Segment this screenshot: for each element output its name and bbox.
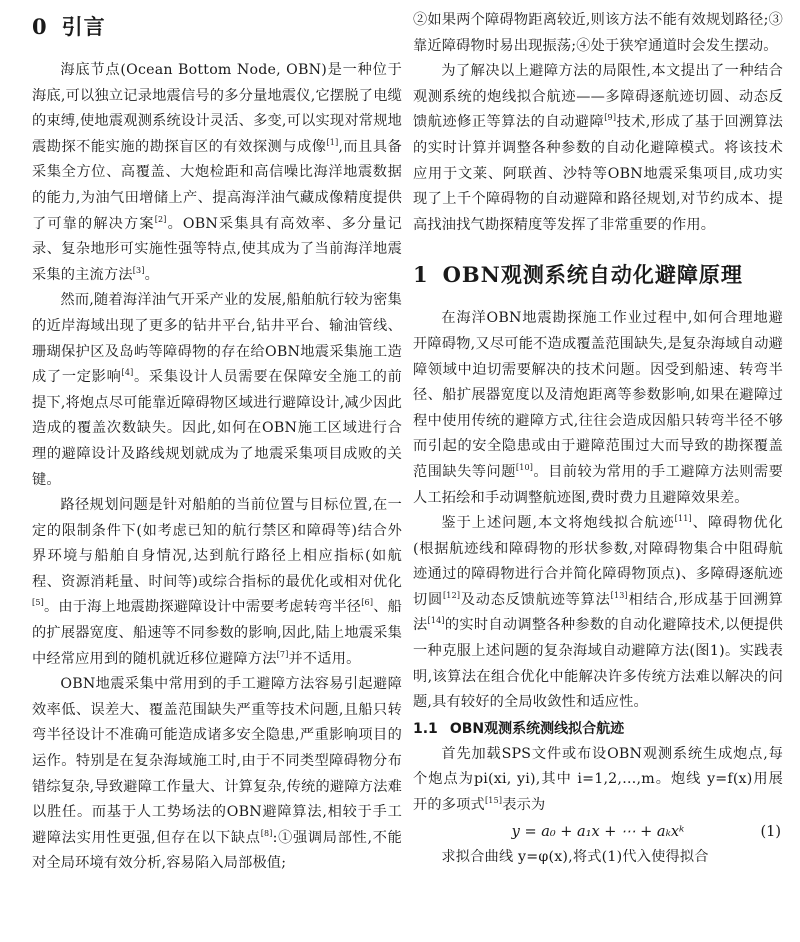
text-run: 在海洋OBN地震勘探施工作业过程中,如何合理地避开障碍物,又尽可能不造成覆盖范围缺失,是复杂海域自动避障领域中迫切需要解决的技术问题。因受到船速、转弯半径、船扩展器宽度以及清炮距离等参数影响,如果在避障过程中使用传统的避障方式,往往会造成因船只转弯半径不够而引起的安全隐患或由于避障范围过大而导致的勘探覆盖范围缺失等问题 [413, 310, 783, 480]
text-run: 的实时自动调整各种参数的自动化避障技术,以便提供一种克服上述问题的复杂海域自动避障方法(图1)。实践表明,该算法在组合优化中能解决许多传统方法难以解决的问题,具有较好的全局收敛性和适应性。 [413, 617, 783, 711]
citation-ref: [3] [132, 265, 145, 275]
text-run: x [493, 771, 502, 788]
text-run: 及动态反馈航迹等算法 [460, 591, 611, 608]
text-run: ,而且具备采集全方位、高覆盖、大炮检距和高信噪比海洋地震数据的能力,为油气田增储上产、提高海洋油气藏成像精度提供了可靠的解决方案 [32, 138, 402, 232]
text-run: 海底节点(Ocean Bottom Node, OBN)是一种位于海底,可以独立记录地震信号的多分量地震仪,它摆脱了电缆的束缚,使地震观测系统设计灵活、多变,可以实现对常规地震勘探不能实施的勘探盲区的有效探测与成像 [32, 62, 402, 155]
text-run: 。由于海上地震勘探避障设计中需要考虑转弯半径 [43, 599, 362, 616]
text-run: 然而,随着海洋油气开采产业的发展,船舶航行较为密集的近岸海域出现了更多的钻井平台,钻井平台、输油管线、珊瑚保护区及岛屿等障碍物的存在给OBN地震采集施工造成了一定影响 [32, 292, 402, 386]
text-run: 、障碍物优化(根据航迹线和障碍物的形状参数,对障碍物集合中阻碍航迹通过的障碍物进行合并简化障碍物顶点)、多障碍逐航迹切圆 [413, 515, 783, 608]
text-run: :①强调局部性,不能对全局环境有效分析,容易陷入局部极值; [32, 829, 402, 872]
citation-ref: [1] [326, 137, 339, 147]
text-run: OBN地震采集中常用到的手工避障方法容易引起避障效率低、误差大、覆盖范围缺失严重等技术问题,且船只转弯半径设计不准确可能造成诸多安全隐患,严重影响项目的运作。特别是在复杂海域施工时,由于不同类型障碍物分布错综复杂,导致避障工作量大、计算复杂,传统的避障方法难以胜任。而基于人工势场法的OBN避障算法,相较于手工避障法实用性更强,但存在以下缺点 [32, 676, 402, 846]
citation-ref: [13] [610, 590, 628, 600]
paragraph [413, 845, 783, 871]
right-column [413, 8, 783, 870]
citation-ref: [8] [260, 828, 273, 838]
text-run: 表示为 [502, 797, 546, 814]
text-run: 用展开的多项式 [413, 771, 783, 814]
paragraph [32, 493, 402, 672]
text-run: 并不适用。 [288, 650, 361, 667]
section-number: 1 [413, 262, 429, 288]
text-run: ),其中 [530, 771, 578, 788]
subsection-heading-1-1 [413, 718, 783, 740]
text-run: 鉴于上述问题,本文将炮线拟合航迹 [441, 515, 675, 532]
paragraph [413, 8, 783, 59]
text-run: p [474, 771, 484, 788]
subsection-number: 1.1 [413, 720, 438, 737]
citation-ref: [15] [484, 796, 503, 806]
text-run: ( [488, 771, 494, 788]
intro-paragraphs [32, 58, 402, 877]
citation-ref: [14] [427, 616, 445, 626]
section-heading-1 [413, 260, 783, 290]
text-run: y=f(x) [707, 771, 753, 788]
section-title: 引言 [61, 14, 106, 39]
paragraph [413, 511, 783, 716]
text-run: 相结合,形成基于回溯算法 [413, 591, 783, 634]
text-run: ②如果两个障碍物距离较近,则该方法不能有效规划路径;③靠近障碍物时易出现振荡;④处于狭窄通道时会发生摆动。 [413, 12, 783, 54]
citation-ref: [11] [674, 514, 692, 524]
text-run: 。 [144, 266, 160, 283]
intro-continued-paragraphs [413, 8, 783, 238]
text-run: i [483, 771, 489, 788]
paragraph [413, 742, 783, 819]
paragraph [413, 306, 783, 511]
citation-ref: [2] [154, 214, 167, 224]
subsection-title: OBN观测系统测线拟合航迹 [449, 720, 625, 737]
citation-ref: [9] [604, 113, 617, 123]
text-run: 。采集设计人员需要在保障安全施工的前提下,将炮点尽可能靠近障碍物区域进行避障设计,减少因此造成的覆盖次数缺失。因此,如何在OBN施工区域进行合理的避障设计及路线规划就成为了地震采集项目成败的关键。 [32, 369, 402, 488]
text-run: 求拟合曲线 [441, 848, 519, 865]
citation-ref: [5] [32, 598, 44, 608]
text-run: =1,2,…, [582, 771, 642, 788]
section1-paragraphs [413, 306, 783, 716]
paragraph [32, 288, 402, 493]
text-run: y=φ(x) [518, 848, 569, 865]
section-number: 0 [32, 14, 48, 39]
text-run: y [517, 771, 526, 788]
equation-1 [413, 819, 783, 845]
equation-text: y = a₀ + a₁x + ⋯ + aₖxᵏ [511, 823, 685, 840]
text-run: , [506, 771, 518, 788]
citation-ref: [4] [121, 368, 134, 378]
citation-ref: [12] [442, 590, 461, 600]
text-run: 为了解决以上避障方法的局限性,本文提出了一种结合观测系统的炮线拟合航迹——多障碍逐航迹切圆、动态反馈航迹修正等算法的自动避障 [413, 63, 783, 131]
paragraph [413, 59, 783, 238]
citation-ref: [7] [276, 649, 289, 659]
citation-ref: [6] [361, 598, 374, 608]
text-run: 路径规划问题是针对船舶的当前位置与目标位置,在一定的限制条件下(如考虑已知的航行禁区和障碍等)结合外界环境与船舶自身情况,达到航行路径上相应指标(如航程、资源消耗量、时间等)或综合指标的最优化或相对优化 [32, 497, 402, 590]
section-heading-0 [32, 12, 402, 42]
left-column [32, 8, 402, 877]
subsection-paragraphs [413, 742, 783, 819]
text-run: 技术,形成了基于回溯算法的实时计算并调整各种参数的自动化避障模式。将该技术应用于文莱、阿联酋、沙特等OBN地震采集项目,成功实现了上千个障碍物的自动避障和路径规划,对节约成本、提高找油找气勘探精度等发挥了非常重要的作用。 [413, 114, 783, 233]
text-run: i [577, 771, 583, 788]
text-run: 。OBN采集具有高效率、多分量记录、复杂地形可实施性强等特点,使其成为了当前海洋地震采集的主流方法 [32, 215, 402, 283]
paragraph [32, 58, 402, 288]
text-run: 首先加载SPS文件或布设OBN观测系统生成炮点,每个炮点为 [413, 745, 783, 788]
paragraph [32, 672, 402, 877]
text-run: i [525, 771, 531, 788]
citation-ref: [10] [515, 462, 534, 472]
text-run: 。目前较为常用的手工避障方法则需要人工拓绘和手动调整航迹图,费时费力且避障效果差。 [413, 463, 783, 506]
text-run: i [502, 771, 507, 788]
equation-number: (1) [760, 823, 781, 840]
text-run: 。炮线 [654, 771, 708, 788]
section-title: OBN观测系统自动化避障原理 [442, 262, 743, 288]
text-run: 、船的扩展器宽度、船速等不同参数的影响,因此,陆上地震采集中经常应用到的随机就近移位避障方法 [32, 599, 402, 667]
text-run: ,将式(1)代入使得拟合 [568, 848, 709, 865]
text-run: m [641, 771, 655, 788]
